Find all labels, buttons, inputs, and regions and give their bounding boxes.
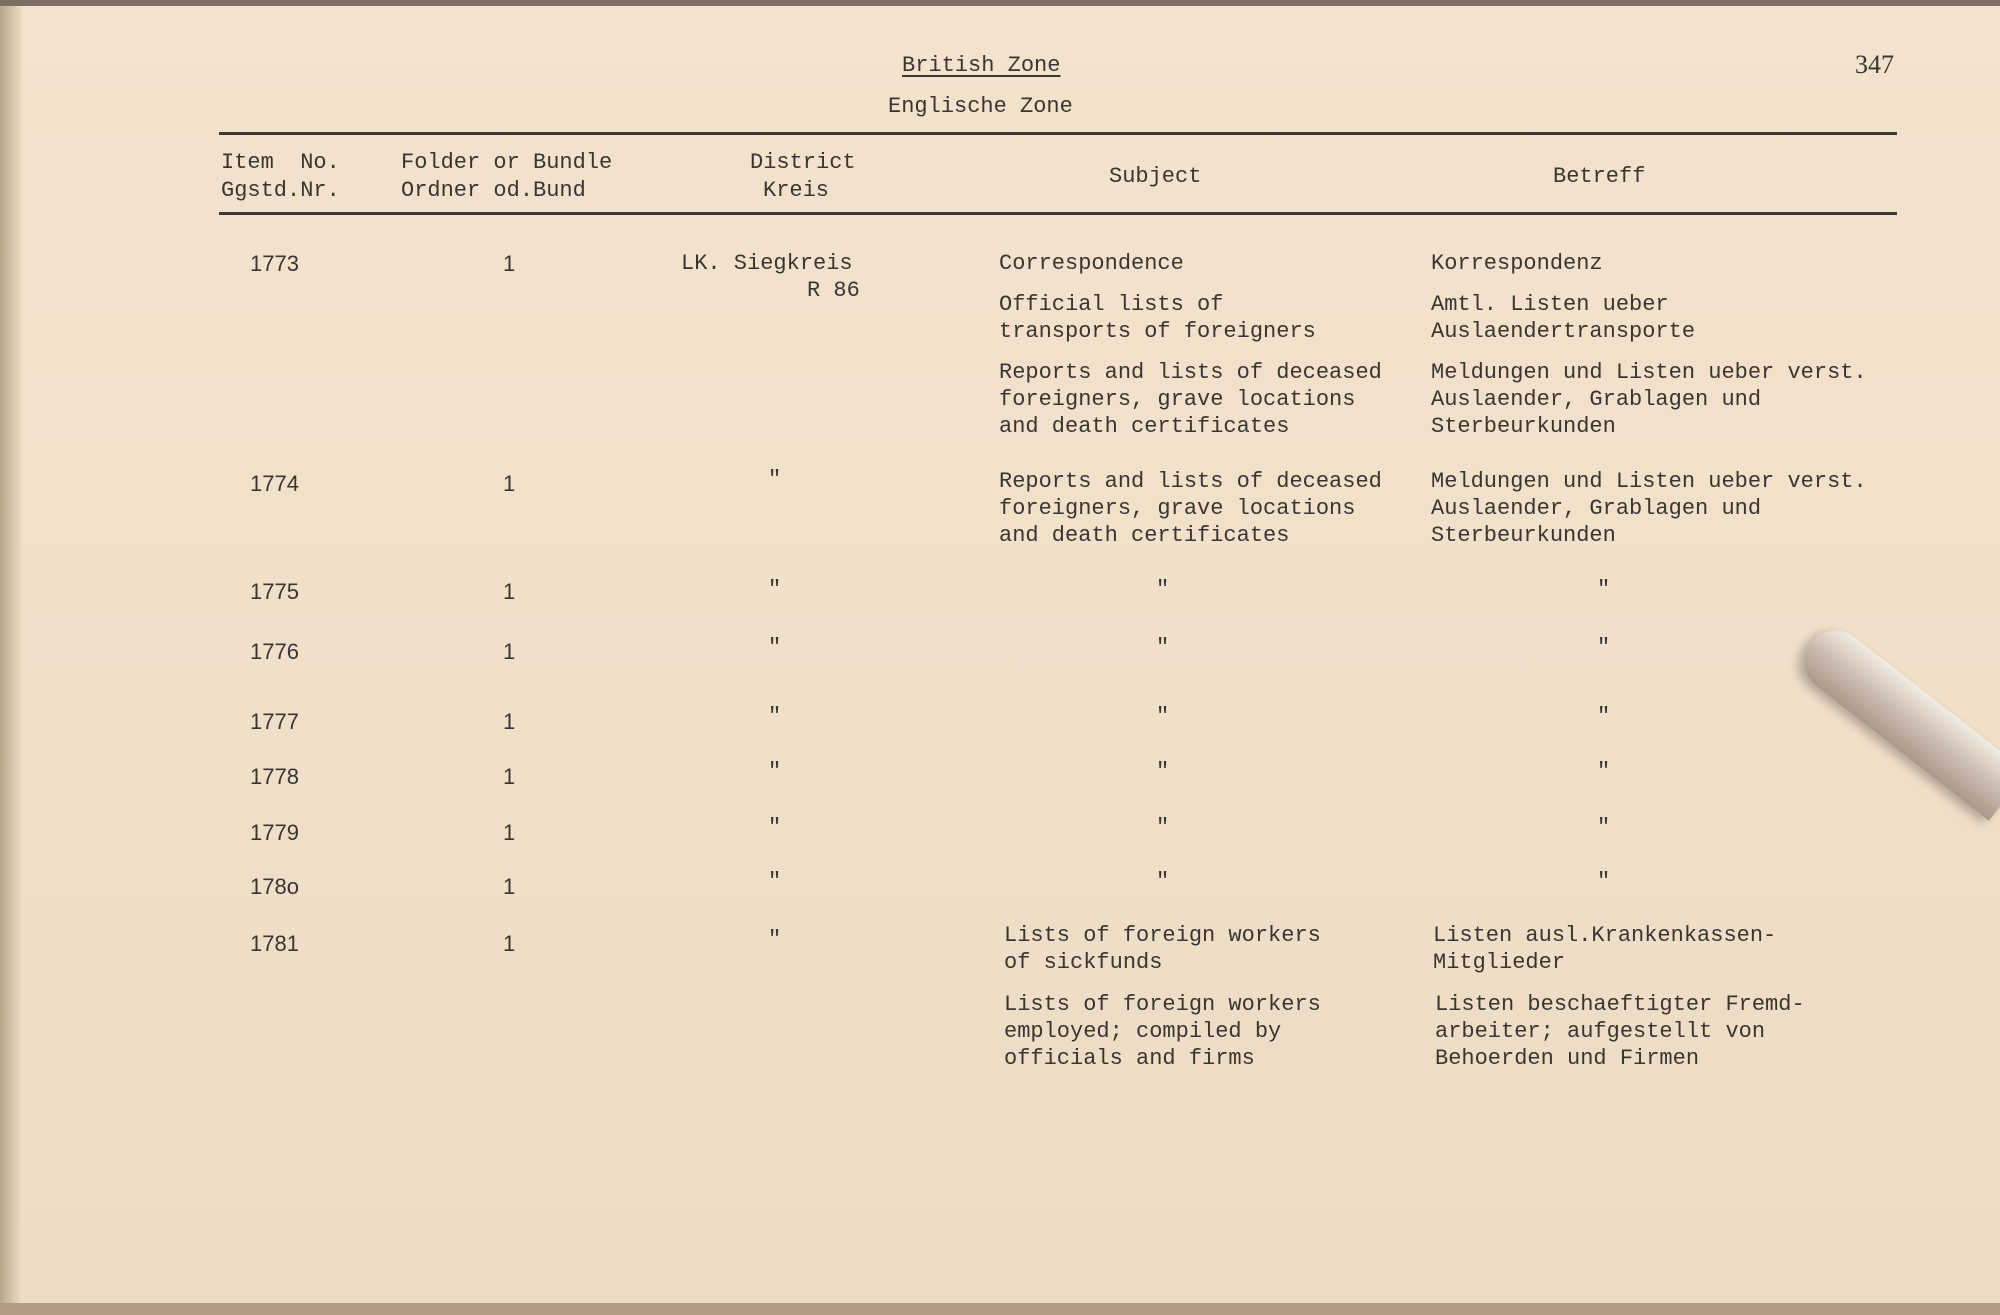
ditto-mark: " [1156,704,1170,729]
col-district-de: Kreis [763,178,830,203]
item-number: 178o [250,874,299,899]
ditto-mark: " [1156,635,1170,660]
item-number: 1776 [250,639,299,664]
page-title: British Zone [902,53,1061,78]
district-ref: R 86 [807,278,860,303]
col-folder-en: Folder or Bundle [401,150,613,175]
ditto-mark: " [1597,635,1611,660]
col-item-de: Ggstd.Nr. [221,178,340,203]
item-number: 1774 [250,471,299,496]
subject-entry: Lists of foreign workers employed; compiled by officials and firms [1004,992,1321,1071]
item-number: 1781 [250,931,299,956]
folder-number: 1 [503,471,516,496]
betreff-entry: Meldungen und Listen ueber verst. Auslaender, Grablagen und Sterbeurkunden [1431,360,1867,439]
ditto-mark: " [1597,759,1611,784]
ditto-mark: " [768,759,782,784]
item-number: 1779 [250,820,299,845]
item-number: 1775 [250,579,299,604]
item-number: 1773 [250,251,299,276]
page-subtitle: Englische Zone [888,94,1073,119]
bottom-edge [0,1303,2000,1315]
ditto-mark: " [1156,759,1170,784]
betreff-entry: Listen ausl.Krankenkassen- Mitglieder [1433,923,1777,975]
betreff-entry: Listen beschaeftigter Fremd- arbeiter; aufgestellt von Behoerden und Firmen [1435,992,1805,1071]
document-page [0,6,2000,1306]
item-number: 1777 [250,709,299,734]
item-number: 1778 [250,764,299,789]
ditto-mark: " [768,704,782,729]
ditto-mark: " [1597,869,1611,894]
subject-entry: Reports and lists of deceased foreigners, grave locations and death certificates [999,469,1382,548]
ditto-mark: " [1597,577,1611,602]
folder-number: 1 [503,874,516,899]
subject-entry: Official lists of transports of foreigners [999,292,1316,344]
ditto-mark: " [768,927,782,952]
folder-number: 1 [503,251,516,276]
page-binding [0,6,22,1306]
col-folder-de: Ordner od.Bund [401,178,586,203]
folder-number: 1 [503,931,516,956]
ditto-mark: " [768,635,782,660]
subject-entry: Reports and lists of deceased foreigners, grave locations and death certificates [999,360,1382,439]
subject-entry: Lists of foreign workers of sickfunds [1004,923,1321,975]
betreff-entry: Meldungen und Listen ueber verst. Auslaender, Grablagen und Sterbeurkunden [1431,469,1867,548]
folder-number: 1 [503,820,516,845]
ditto-mark: " [768,815,782,840]
ditto-mark: " [768,869,782,894]
col-subject: Subject [1109,164,1202,189]
col-item-en: Item No. [221,150,340,175]
folder-number: 1 [503,764,516,789]
ditto-mark: " [1156,577,1170,602]
betreff-entry: Amtl. Listen ueber Auslaendertransporte [1431,292,1696,344]
ditto-mark: " [1597,815,1611,840]
betreff-entry: Korrespondenz [1431,251,1603,276]
subject-entry: Correspondence [999,251,1184,276]
header-bottom-rule [219,212,1897,215]
col-betreff: Betreff [1553,164,1646,189]
page-number: 347 [1855,50,1894,79]
col-district-en: District [750,150,856,175]
header-top-rule [219,132,1897,135]
folder-number: 1 [503,639,516,664]
district-name: LK. Siegkreis [681,251,853,276]
ditto-mark: " [768,467,782,492]
ditto-mark: " [1156,815,1170,840]
ditto-mark: " [1597,704,1611,729]
ditto-mark: " [768,577,782,602]
ditto-mark: " [1156,869,1170,894]
folder-number: 1 [503,709,516,734]
folder-number: 1 [503,579,516,604]
